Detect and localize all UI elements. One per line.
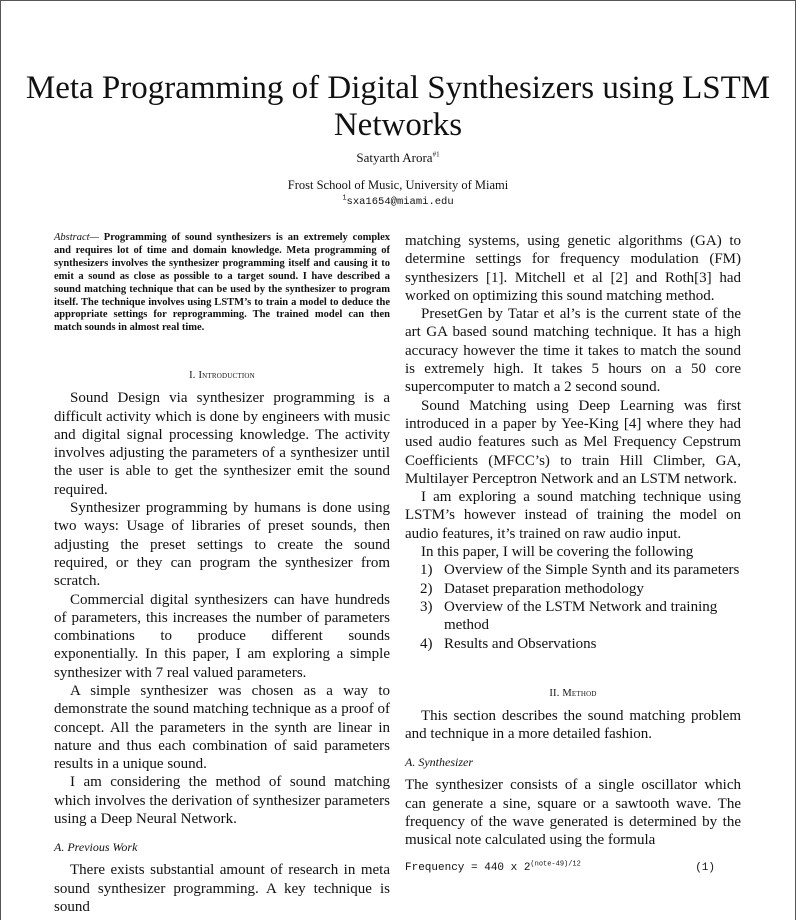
section-heading-introduction: [54, 370, 390, 381]
list-text: Overview of the LSTM Network and training method: [444, 598, 718, 634]
paragraph: I am exploring a sound matching technique using LSTM’s however instead of training the model on audio features, it’s trained on raw audio input.: [405, 489, 741, 542]
list-number: 3): [420, 598, 433, 615]
list-intro: In this paper, I will be covering the following: [421, 544, 694, 561]
paragraph: Sound Design via synthesizer programming is a difficult activity which is done by engineers with music and digital signal processing knowledge. The activity involves adjusting the parameters of a synthesizer until the user is able to get the synthesizer emit the sound required.: [54, 390, 390, 498]
section-title: Method: [562, 687, 597, 699]
list-text: Results and Observations: [444, 635, 597, 652]
paragraph: Synthesizer programming by humans is done using two ways: Usage of libraries of preset sounds, then adjusting the preset settings to create the sound required, or they can program the synthesizer from scratch.: [54, 500, 390, 590]
section-number: I.: [189, 370, 196, 382]
equation-number: (1): [695, 861, 715, 874]
paragraph: This section describes the sound matching problem and technique in a more detailed fashion.: [405, 707, 741, 743]
author-line: [0, 150, 796, 166]
equation-lhs: Frequency = 440 x 2: [405, 861, 531, 874]
paragraph: I am considering the method of sound matching which involves the derivation of synthesizer parameters using a Deep Neural Network.: [54, 774, 390, 828]
paragraph: A simple synthesizer was chosen as a way to demonstrate the sound matching technique as a proof of concept. All the parameters in the synth are linear in nature and thus each combination of said parameters results in a unique sound.: [54, 683, 390, 773]
paragraph: Commercial digital synthesizers can have hundreds of parameters, this increases the number of parameters combinations to produce different sounds exponentially. In this paper, I am exploring a simple synthesizer with 7 real valued parameters.: [54, 591, 390, 681]
subsection-heading-synthesizer: A. Synthesizer: [405, 755, 473, 770]
list-number: 1): [420, 562, 433, 579]
list-item: [405, 561, 741, 579]
email-address[interactable]: sxa1654@miami.edu: [346, 196, 454, 208]
list-text: Dataset preparation methodology: [444, 580, 644, 597]
list-item: [405, 598, 741, 635]
left-column: [54, 232, 390, 916]
list-number: 4): [420, 635, 433, 652]
section-heading-method: [405, 688, 741, 699]
paragraph: Sound Matching using Deep Learning was first introduced in a paper by Yee-King [4] where they had used audio features such as Mel Frequency Cepstrum Coefficients (MFCC’s) to train Hill Climber, GA, Multilayer Perceptron Network and an LSTM network.: [405, 397, 741, 487]
equation: [405, 859, 741, 874]
abstract-text: Programming of sound synthesizers is an extremely complex and requires lot of time and domain knowledge. Meta programming of synthesizers involves the synthesizer programming itself and causing it to emit a sound as close as possible to a target sound. I have described a sound matching technique that can be used by the synthesizer to program itself. The technique involves using LSTM’s to train a model to deduce the appropriate settings for reprogramming. The trained model can then match sounds in almost real time.: [54, 232, 390, 334]
email-line: [0, 196, 796, 208]
right-column: [405, 232, 741, 874]
list-item: [405, 635, 741, 653]
list-number: 2): [420, 580, 433, 597]
paragraph-continued: matching systems, using genetic algorithms (GA) to determine settings for frequency modulation (FM) synthesizers [1]. Mitchell et al [2] and Roth[3] had worked on optimizing this sound matching method.: [405, 233, 741, 304]
list-text: Overview of the Simple Synth and its parameters: [444, 562, 740, 579]
equation-exponent: (note-49)/12: [530, 859, 581, 868]
abstract: [54, 232, 390, 335]
paragraph: The synthesizer consists of a single oscillator which can generate a sine, square or a sawtooth wave. The frequency of the wave generated is determined by the musical note calculated using the formula: [405, 777, 741, 849]
section-number: II.: [549, 687, 560, 699]
section-title: Introduction: [198, 370, 255, 382]
paragraph: PresetGen by Tatar et al’s is the current state of the art GA based sound matching technique. It has a high accuracy however the time it takes to match the sound is extremely high. It takes 5 hours on a 50 core supercomputer to match a 2 second sound.: [405, 306, 741, 396]
contents-list: [405, 561, 741, 652]
paper-title: Meta Programming of Digital Synthesizers using LSTM Networks: [25, 70, 771, 143]
affiliation: Frost School of Music, University of Miami: [287, 178, 509, 192]
paragraph: There exists substantial amount of research in meta sound synthesizer programming. A key technique is sound: [54, 862, 390, 915]
abstract-lead: Abstract—: [54, 232, 99, 243]
author-name: Satyarth Arora: [356, 150, 433, 165]
email-footnote-mark: 1: [342, 194, 347, 203]
subsection-heading-previous-work: A. Previous Work: [54, 840, 138, 855]
list-item: [405, 580, 741, 598]
author-footnote-mark: #1: [432, 150, 440, 159]
